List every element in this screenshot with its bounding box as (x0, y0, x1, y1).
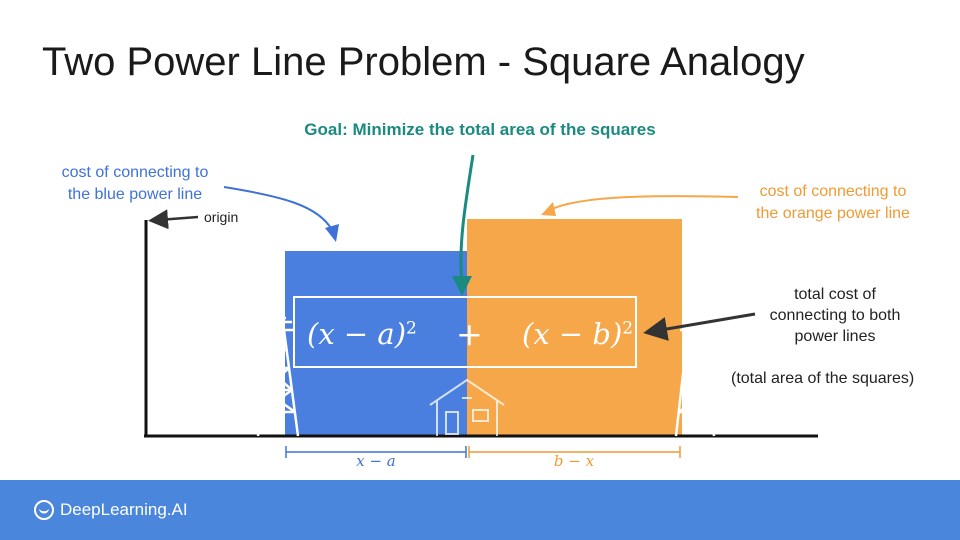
deeplearning-logo-icon (34, 500, 54, 520)
dimension-label-x-minus-a: x − a (356, 452, 396, 470)
origin-arrow-icon (158, 217, 198, 220)
orange-cost-label-line1: cost of connecting to (759, 183, 907, 200)
blue-tower-icon (258, 312, 298, 436)
orange-cost-label (738, 181, 928, 225)
page-title: Two Power Line Problem - Square Analogy (42, 40, 805, 84)
blue-cost-label-line1: cost of connecting to (61, 164, 209, 181)
total-cost-line3: power lines (794, 328, 876, 345)
formula-term-b-text: (x − b) (522, 317, 623, 351)
total-cost-arrow-icon (655, 314, 755, 331)
goal-arrow-icon (461, 155, 473, 282)
orange-cost-arrow-icon (550, 196, 738, 210)
total-cost-line1: total cost of (794, 286, 876, 303)
total-cost-label (750, 284, 920, 347)
formula-term-a (307, 317, 417, 351)
formula-term-a-text: (x − a) (307, 317, 407, 351)
formula-exponent-a: 2 (406, 318, 417, 339)
formula-box (293, 296, 637, 368)
brand-logo (34, 500, 188, 520)
formula-exponent-b: 2 (622, 318, 634, 339)
orange-tower-icon (676, 312, 714, 436)
formula-plus: + (456, 315, 483, 353)
dimension-label-b-minus-x: b − x (553, 452, 595, 470)
goal-text: Goal: Minimize the total area of the squares (304, 120, 656, 139)
total-cost-line2: connecting to both (769, 307, 901, 324)
total-area-label: (total area of the squares) (731, 370, 915, 387)
house-icon (430, 380, 504, 436)
brand-name: DeepLearning.AI (60, 500, 188, 519)
blue-cost-label (40, 162, 230, 206)
blue-cost-arrow-icon (224, 187, 332, 230)
origin-label: origin (204, 209, 239, 225)
blue-cost-label-line2: the blue power line (67, 186, 203, 203)
formula-term-b (522, 317, 633, 351)
orange-cost-label-line2: the orange power line (756, 205, 910, 222)
